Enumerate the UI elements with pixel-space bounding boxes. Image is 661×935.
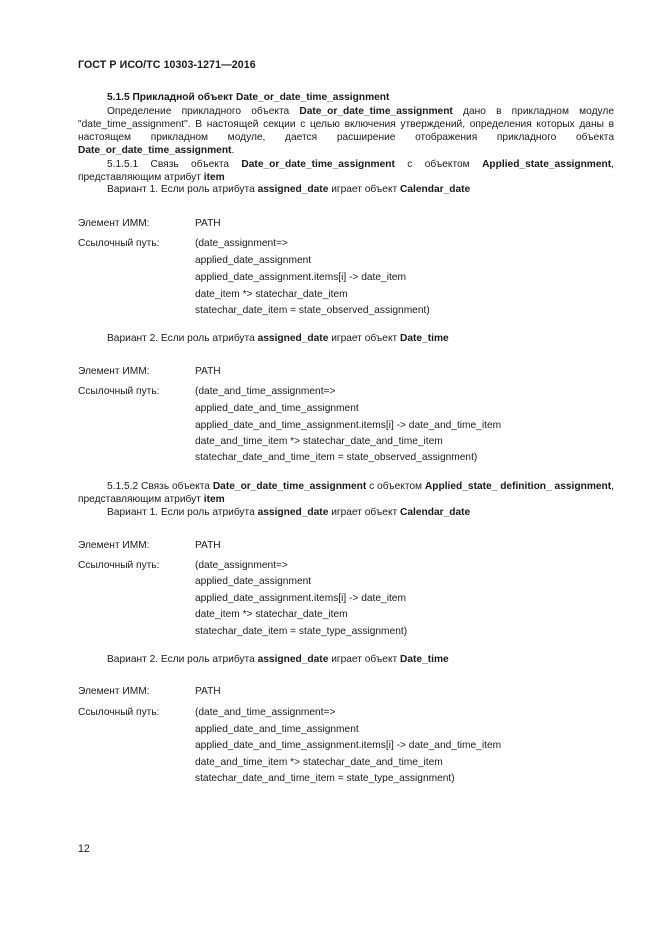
variant-attr: assigned_date — [257, 333, 329, 344]
variant-object: Date_time — [400, 333, 449, 344]
variant-prefix: Вариант 1. Если роль атрибута — [107, 184, 258, 195]
variant-mid: играет объект — [328, 654, 401, 665]
path-line: date_and_time_item *> statechar_date_and_time_item — [195, 757, 443, 768]
variant-prefix: Вариант 1. Если роль атрибута — [107, 507, 258, 518]
path-line: date_and_time_item *> statechar_date_and_time_item — [195, 436, 443, 447]
path-line: (date_assignment=> — [195, 238, 288, 249]
element-value: PATH — [195, 686, 221, 697]
path-line: applied_date_assignment — [195, 576, 312, 587]
element-label: Элемент ИММ: — [78, 366, 150, 377]
variant-2-line — [107, 333, 449, 344]
path-line: applied_date_and_time_assignment.items[i] -> date_and_time_item — [195, 420, 502, 431]
variant-object: Calendar_date — [400, 184, 471, 195]
s2-attribute: item — [203, 494, 225, 505]
s2-object-2: Applied_state_ definition_ assignment — [424, 481, 612, 492]
s2-text-1: 5.1.5.2 Связь объекта — [107, 481, 213, 492]
path-line: statechar_date_and_time_item = state_observed_assignment) — [195, 452, 478, 463]
path-line: (date_assignment=> — [195, 560, 288, 571]
path-line: statechar_date_item = state_observed_assignment) — [195, 305, 430, 316]
intro-text-1: Определение прикладного объекта — [107, 106, 300, 117]
section-title: 5.1.5 Прикладной объект Date_or_date_time_assignment — [107, 92, 390, 103]
element-label: Элемент ИММ: — [78, 686, 150, 697]
s2-text-3: , представляющим атрибут — [78, 481, 614, 505]
variant-1-line — [107, 507, 470, 518]
variant-1-line — [107, 184, 470, 195]
path-line: applied_date_assignment.items[i] -> date_item — [195, 593, 406, 604]
variant-object: Date_time — [400, 654, 449, 665]
element-value: PATH — [195, 218, 221, 229]
element-label: Элемент ИММ: — [78, 540, 150, 551]
variant-prefix: Вариант 2. Если роль атрибута — [107, 333, 258, 344]
intro-text-3: . — [231, 145, 235, 156]
variant-object: Calendar_date — [400, 507, 471, 518]
path-line: date_item *> statechar_date_item — [195, 289, 348, 300]
variant-2-line — [107, 654, 449, 665]
intro-object-name: Date_or_date_time_assignment — [299, 106, 453, 117]
s1-object-2: Applied_state_assignment — [482, 159, 612, 170]
intro-paragraph — [78, 105, 614, 157]
element-value: PATH — [195, 366, 221, 377]
variant-mid: играет объект — [328, 184, 401, 195]
path-line: applied_date_assignment — [195, 255, 312, 266]
subsection-5-1-5-1 — [78, 158, 614, 184]
path-line: date_item *> statechar_date_item — [195, 609, 348, 620]
variant-attr: assigned_date — [257, 654, 329, 665]
path-label: Ссылочный путь: — [78, 560, 160, 571]
s1-attribute: item — [203, 172, 225, 183]
s1-text-1: 5.1.5.1 Связь объекта — [107, 159, 242, 170]
element-label: Элемент ИММ: — [78, 218, 150, 229]
page-number: 12 — [78, 843, 90, 855]
variant-mid: играет объект — [328, 507, 401, 518]
path-line: (date_and_time_assignment=> — [195, 386, 336, 397]
path-label: Ссылочный путь: — [78, 386, 160, 397]
s1-object-1: Date_or_date_time_assignment — [241, 159, 395, 170]
subsection-5-1-5-2 — [78, 480, 614, 506]
path-line: (date_and_time_assignment=> — [195, 707, 336, 718]
intro-object-name-2: Date_or_date_time_assignment — [78, 145, 232, 156]
intro-text-2: дано в прикладном модуле "date_time_assignment". В настоящей секции с целью включения утверждений, определения которых даны в настоящем прикладном модуле, дается расширение отображения прикладного объекта — [78, 106, 614, 143]
s1-text-2: с объектом — [394, 159, 483, 170]
variant-mid: играет объект — [328, 333, 401, 344]
path-label: Ссылочный путь: — [78, 238, 160, 249]
variant-attr: assigned_date — [257, 184, 329, 195]
element-value: PATH — [195, 540, 221, 551]
path-line: applied_date_and_time_assignment — [195, 403, 359, 414]
path-line: statechar_date_and_time_item = state_type_assignment) — [195, 773, 455, 784]
path-line: applied_date_and_time_assignment — [195, 724, 359, 735]
s1-text-3: , представляющим атрибут — [78, 159, 614, 183]
path-line: applied_date_and_time_assignment.items[i] -> date_and_time_item — [195, 740, 502, 751]
document-header: ГОСТ Р ИСО/ТС 10303-1271—2016 — [78, 59, 256, 71]
path-label: Ссылочный путь: — [78, 707, 160, 718]
s2-object-1: Date_or_date_time_assignment — [212, 481, 367, 492]
s2-text-2: с объектом — [366, 481, 425, 492]
variant-prefix: Вариант 2. Если роль атрибута — [107, 654, 258, 665]
path-line: statechar_date_item = state_type_assignment) — [195, 626, 408, 637]
variant-attr: assigned_date — [257, 507, 329, 518]
path-line: applied_date_assignment.items[i] -> date_item — [195, 272, 406, 283]
